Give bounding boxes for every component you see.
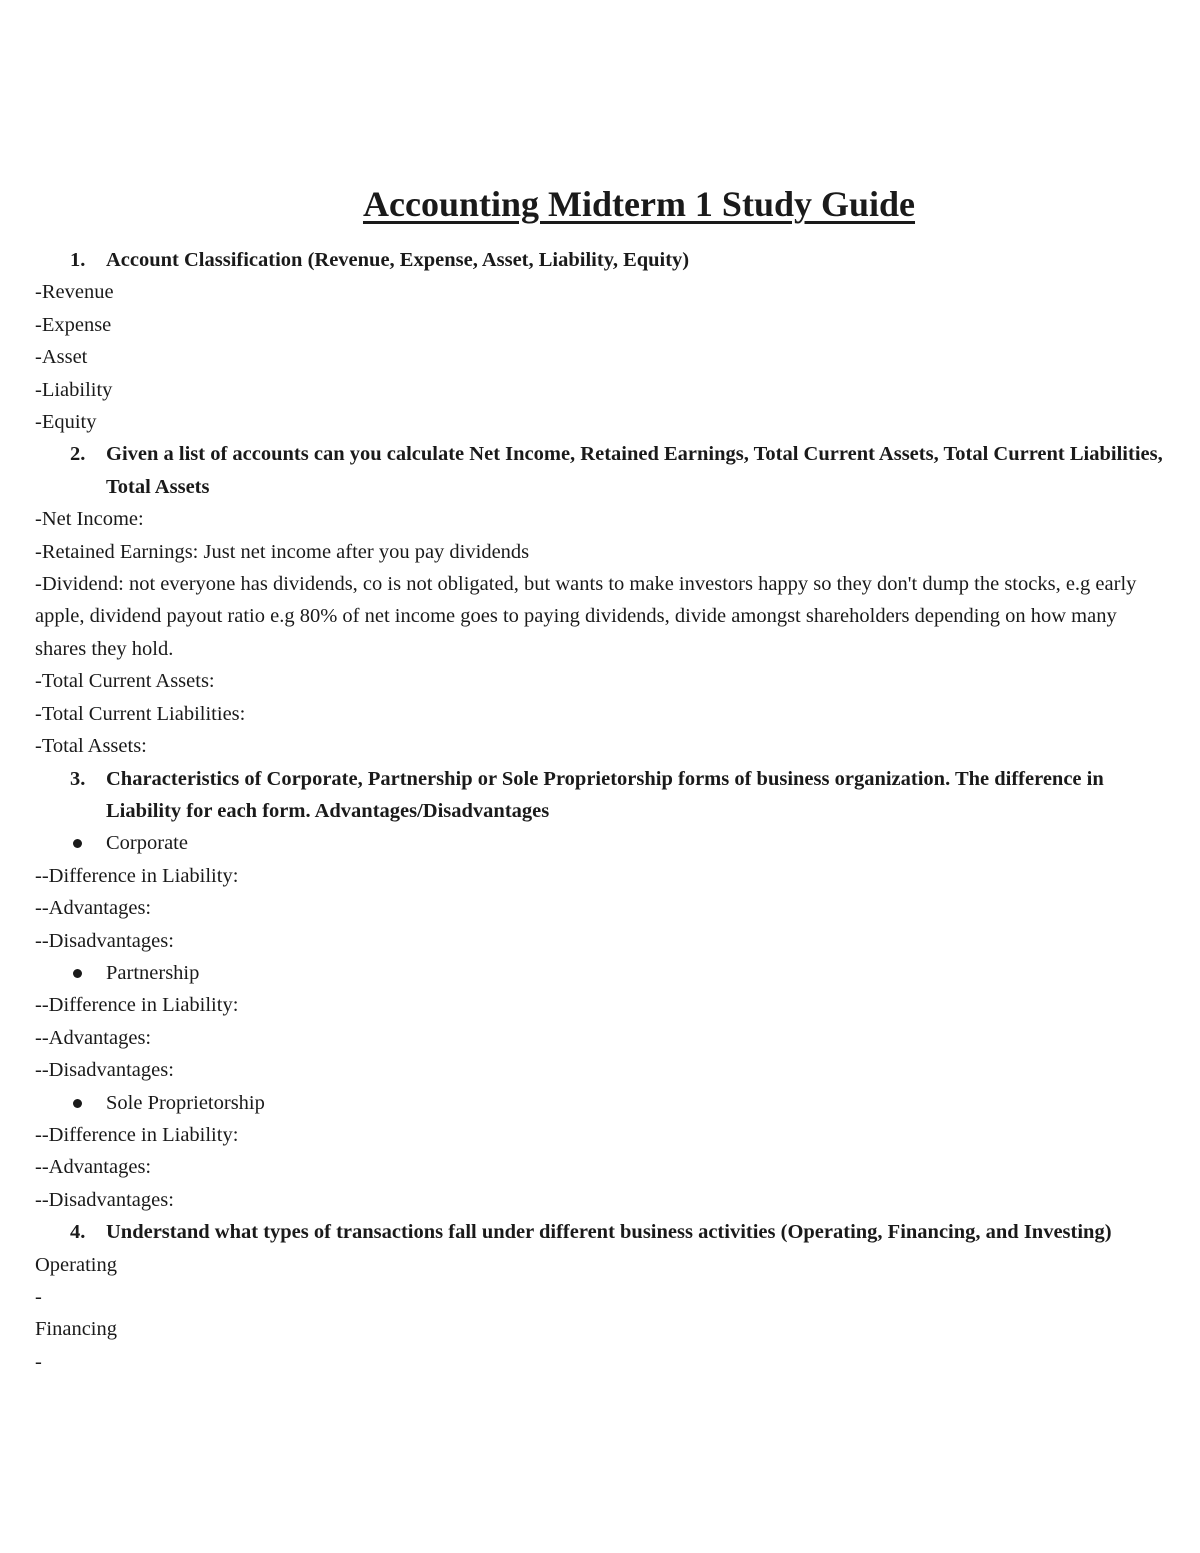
- section-4-heading-text: Understand what types of transactions fall under different business activities (Operating, Financing, and Investing): [106, 1221, 1112, 1244]
- total-assets-line: -Total Assets:: [35, 735, 147, 758]
- partnership-advantages-line: --Advantages:: [35, 1026, 152, 1049]
- section-3-heading: [35, 763, 1165, 828]
- bullet-corporate: [35, 827, 1165, 859]
- liability-line: -Liability: [35, 378, 113, 401]
- section-1-heading: [35, 244, 1165, 276]
- section-3-number: 3.: [70, 767, 86, 790]
- partnership-liability-line: --Difference in Liability:: [35, 994, 239, 1017]
- partnership-disadvantages-line: --Disadvantages:: [35, 1059, 174, 1082]
- section-1-heading-text: Account Classification (Revenue, Expense, Asset, Liability, Equity): [106, 249, 690, 271]
- corporate-liability-line: --Difference in Liability:: [35, 864, 239, 887]
- corporate-disadvantages-line: --Disadvantages:: [35, 929, 174, 952]
- equity-line: -Equity: [35, 411, 97, 434]
- bullet-dot-icon: [35, 957, 106, 989]
- corporate-advantages-line: --Advantages:: [35, 897, 152, 920]
- retained-earnings-line: -Retained Earnings: Just net income after you pay dividends: [35, 540, 530, 563]
- net-income-line: -Net Income:: [35, 508, 144, 531]
- bullet-sole-proprietorship: [35, 1087, 1165, 1119]
- section-2-heading-text: Given a list of accounts can you calculate Net Income, Retained Earnings, Total Current Assets, Total Current Liabilities, Total Assets: [106, 443, 1163, 498]
- revenue-line: -Revenue: [35, 281, 114, 304]
- bullet-sole-proprietorship-label: Sole Proprietorship: [106, 1091, 265, 1114]
- document-title: Accounting Midterm 1 Study Guide: [362, 184, 916, 224]
- total-current-liabilities-line: -Total Current Liabilities:: [35, 702, 246, 725]
- bullet-partnership: [35, 957, 1165, 989]
- section-2-number: 2.: [70, 443, 86, 466]
- operating-dash: -: [35, 1286, 42, 1308]
- section-4-heading: [35, 1216, 1165, 1248]
- expense-line: -Expense: [35, 313, 112, 336]
- financing-label: Financing: [35, 1318, 117, 1341]
- sole-proprietorship-disadvantages-line: --Disadvantages:: [35, 1188, 174, 1211]
- bullet-partnership-label: Partnership: [106, 961, 200, 984]
- bullet-dot-icon: [35, 827, 106, 859]
- bullet-corporate-label: Corporate: [106, 832, 188, 855]
- section-1-number: 1.: [70, 249, 86, 271]
- section-3-heading-text: Characteristics of Corporate, Partnership or Sole Proprietorship forms of business organization. The difference in Liability for each form. Advantages/Disadvantages: [106, 767, 1104, 822]
- financing-dash: -: [35, 1350, 42, 1373]
- sole-proprietorship-advantages-line: --Advantages:: [35, 1156, 152, 1179]
- bullet-dot-icon: [35, 1087, 106, 1119]
- sole-proprietorship-liability-line: --Difference in Liability:: [35, 1123, 239, 1146]
- total-current-assets-line: -Total Current Assets:: [35, 670, 215, 693]
- document-body: [35, 244, 1165, 1378]
- section-4-number: 4.: [70, 1221, 86, 1244]
- dividend-paragraph: -Dividend: not everyone has dividends, co is not obligated, but wants to make investors happy so they don't dump the stocks, e.g early apple, dividend payout ratio e.g 80% of net income goes to paying dividends, divide amongst shareholders depending on how many shares they hold.: [35, 573, 1142, 660]
- section-2-heading: [35, 438, 1165, 503]
- operating-label: Operating: [35, 1253, 117, 1276]
- asset-line: -Asset: [35, 346, 88, 369]
